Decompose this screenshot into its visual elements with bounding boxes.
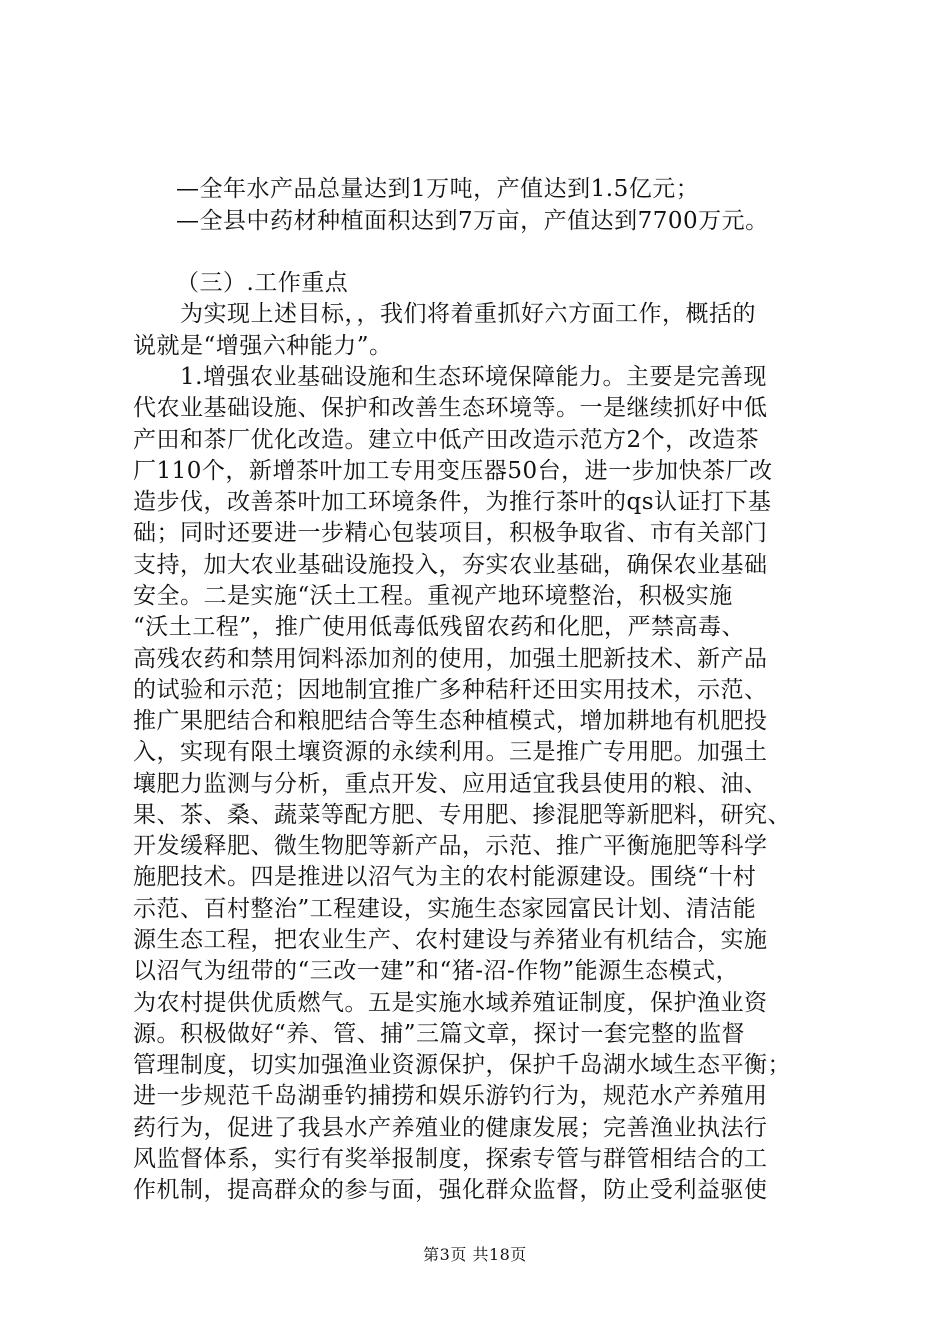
text-line: 施肥技术。四是推进以沼气为主的农村能源建设。围绕“十村 xyxy=(133,864,757,890)
text-line: 源。积极做好“养、管、捕”三篇文章，探讨一套完整的监督 xyxy=(133,1021,746,1047)
text-line: 代农业基础设施、保护和改善生态环境等。一是继续抓好中低 xyxy=(133,395,768,421)
text-line: 造步伐，改善茶叶加工环境条件，为推行茶叶的qs认证打下基 xyxy=(133,489,772,515)
text-line: —全县中药材种植面积达到7万亩，产值达到7700万元。 xyxy=(176,208,769,234)
text-line: 开发缓释肥、微生物肥等新产品，示范、推广平衡施肥等科学 xyxy=(133,833,768,859)
text-line: 1.增强农业基础设施和生态环境保障能力。主要是完善现 xyxy=(180,364,767,390)
text-line: 高残农药和禁用饲料添加剂的使用，加强土肥新技术、新产品 xyxy=(133,646,768,672)
text-line: 支持，加大农业基础设施投入，夯实农业基础，确保农业基础 xyxy=(133,552,768,578)
text-line: 管理制度，切实加强渔业资源保护，保护千岛湖水域生态平衡； xyxy=(133,1052,791,1078)
text-line: 入，实现有限土壤资源的永续利用。三是推广专用肥。加强土 xyxy=(133,739,768,765)
text-line: 药行为，促进了我县水产养殖业的健康发展；完善渔业执法行 xyxy=(133,1115,768,1141)
text-line: 厂110个，新增茶叶加工专用变压器50台，进一步加快茶厂改 xyxy=(133,458,773,484)
text-line: “沃土工程”，推广使用低毒低残留农药和化肥，严禁高毒、 xyxy=(133,614,746,640)
text-line: 果、茶、桑、蔬菜等配方肥、专用肥、掺混肥等新肥料，研究、 xyxy=(133,802,791,828)
text-line: 风监督体系，实行有奖举报制度，探索专管与群管相结合的工 xyxy=(133,1146,768,1172)
text-line: 以沼气为纽带的“三改一建”和“猪-沼-作物”能源生态模式， xyxy=(133,958,740,984)
text-line: 为农村提供优质燃气。五是实施水域养殖证制度，保护渔业资 xyxy=(133,990,768,1016)
text-line: 安全。二是实施“沃土工程。重视产地环境整治，积极实施 xyxy=(133,583,733,609)
text-line: 产田和茶厂优化改造。建立中低产田改造示范方2个，改造茶 xyxy=(133,427,760,453)
text-line: 进一步规范千岛湖垂钓捕捞和娱乐游钓行为，规范水产养殖用 xyxy=(133,1083,768,1109)
text-line: 示范、百村整治”工程建设，实施生态家园富民计划、清洁能 xyxy=(133,896,757,922)
text-line: 推广果肥结合和粮肥结合等生态种植模式，增加耕地有机肥投 xyxy=(133,708,768,734)
text-line: 础；同时还要进一步精心包装项目，积极争取省、市有关部门 xyxy=(133,520,768,546)
text-line: 说就是“增强六种能力”。 xyxy=(133,333,393,359)
text-line: 源生态工程，把农业生产、农村建设与养猪业有机结合，实施 xyxy=(133,927,768,953)
text-line: 作机制，提高群众的参与面，强化群众监督，防止受利益驱使 xyxy=(133,1177,768,1203)
page-footer: 第3页 共18页 xyxy=(423,1245,527,1264)
text-line: 为实现上述目标，，我们将着重抓好六方面工作，概括的 xyxy=(180,301,756,327)
section-heading: （三）.工作重点 xyxy=(176,270,349,296)
text-line: 的试验和示范；因地制宜推广多种秸秆还田实用技术，示范、 xyxy=(133,677,768,703)
text-line: —全年水产品总量达到1万吨，产值达到1.5亿元； xyxy=(176,176,700,202)
text-line: 壤肥力监测与分析，重点开发、应用适宜我县使用的粮、油、 xyxy=(133,771,768,797)
